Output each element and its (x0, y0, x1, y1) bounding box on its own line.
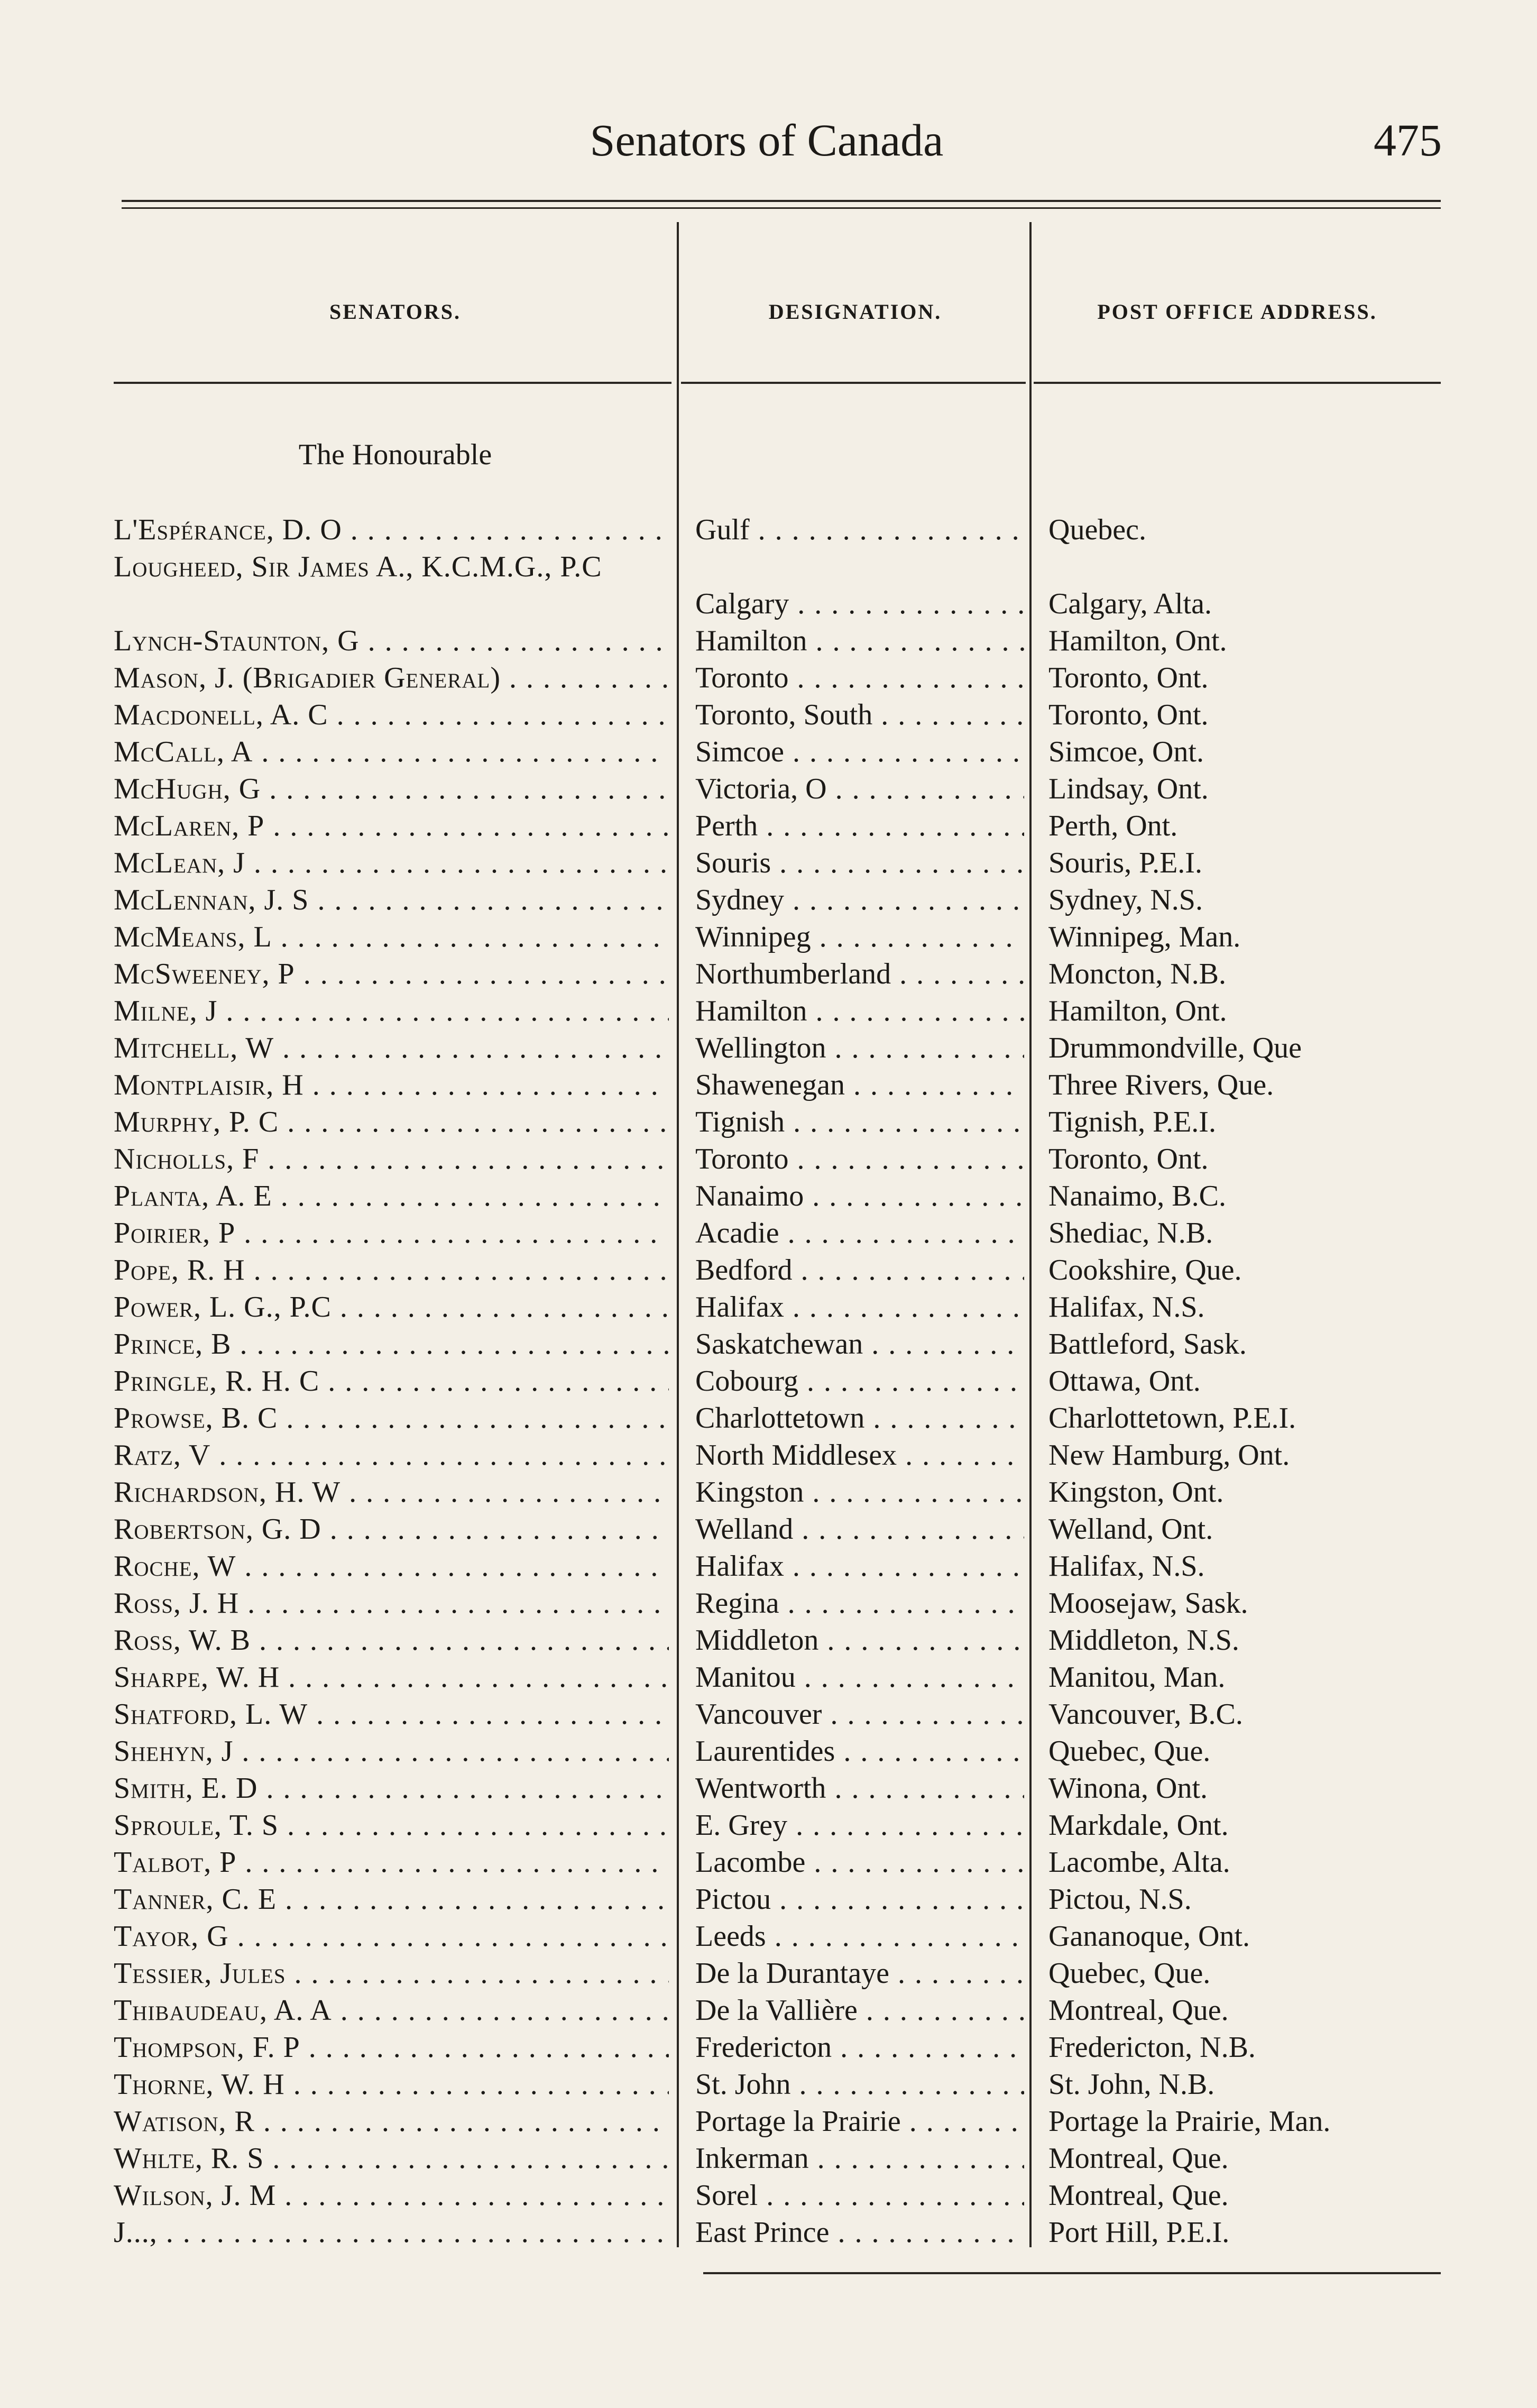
table-row (0, 992, 1537, 1030)
senator-name: Tanner, C. E . . . (114, 1881, 669, 1918)
table-row (0, 1696, 1537, 1733)
post-office-address: Souris, P.E.I. (1048, 847, 1202, 879)
bottom-rule (703, 2272, 1441, 2274)
senator-name: McSweeney, P . . . (114, 955, 669, 992)
table-row (0, 1363, 1537, 1400)
table-row (0, 1585, 1537, 1622)
table-row (0, 1326, 1537, 1363)
designation: Regina . . . (695, 1585, 1024, 1622)
senator-name: Poirier, P . . . (114, 1215, 669, 1252)
table-row (0, 1659, 1537, 1696)
table-row (0, 1955, 1537, 1992)
table-row (0, 733, 1537, 770)
post-office-address: Cookshire, Que. (1048, 1254, 1242, 1286)
senator-name: Lougheed, Sir James A., K.C.M.G., P.C (114, 550, 602, 583)
table-row (0, 1622, 1537, 1659)
senator-name: Mason, J. (Brigadier General) . . . (114, 659, 669, 696)
designation: Vancouver . . . (695, 1696, 1024, 1733)
post-office-address: Middleton, N.S. (1048, 1624, 1239, 1657)
designation: Calgary . . . (695, 585, 1024, 622)
table-row (0, 1881, 1537, 1918)
column-header-designation: DESIGNATION. (768, 300, 942, 324)
post-office-address: Toronto, Ont. (1048, 698, 1209, 731)
designation: Laurentides . . . (695, 1733, 1024, 1770)
post-office-address: Calgary, Alta. (1048, 587, 1212, 620)
post-office-address: Winona, Ont. (1048, 1772, 1208, 1805)
post-office-address: Portage la Prairie, Man. (1048, 2105, 1331, 2138)
designation: Fredericton . . . (695, 2029, 1024, 2066)
designation: Toronto . . . (695, 1141, 1024, 1178)
designation: Saskatchewan . . . (695, 1326, 1024, 1363)
table-row (0, 918, 1537, 955)
post-office-address: Pictou, N.S. (1048, 1883, 1192, 1916)
designation: Manitou . . . (695, 1659, 1024, 1696)
senator-name: Pope, R. H . . . (114, 1252, 669, 1289)
designation: Portage la Prairie . . . (695, 2103, 1024, 2140)
table-row (0, 1178, 1537, 1215)
designation: Perth . . . (695, 807, 1024, 844)
senator-name: Smith, E. D . . . (114, 1770, 669, 1807)
column-header-address: POST OFFICE ADDRESS. (1097, 300, 1377, 324)
senator-name: Talbot, P . . . (114, 1844, 669, 1881)
post-office-address: Fredericton, N.B. (1048, 2031, 1256, 2064)
senator-name: McLennan, J. S . . . (114, 881, 669, 918)
senator-name: McHugh, G . . . (114, 770, 669, 807)
designation: Winnipeg . . . (695, 918, 1024, 955)
designation: St. John . . . (695, 2066, 1024, 2103)
table-row (0, 844, 1537, 881)
senator-name: Macdonell, A. C . . . (114, 696, 669, 733)
senator-name: Whlte, R. S . . . (114, 2140, 669, 2177)
header-rule (1034, 382, 1441, 384)
designation: Charlottetown . . . (695, 1400, 1024, 1437)
table-row (0, 1067, 1537, 1104)
designation: De la Durantaye . . . (695, 1955, 1024, 1992)
senator-name: Milne, J . . . (114, 992, 669, 1030)
post-office-address: Port Hill, P.E.I. (1048, 2216, 1230, 2249)
senator-name: Pringle, R. H. C . . . (114, 1363, 669, 1400)
senator-name: Prince, B . . . (114, 1326, 669, 1363)
post-office-address: Drummondville, Que (1048, 1032, 1302, 1064)
table-row (0, 1918, 1537, 1955)
designation: Hamilton . . . (695, 622, 1024, 659)
senator-name: Sharpe, W. H . . . (114, 1659, 669, 1696)
designation: Toronto, South . . . (695, 696, 1024, 733)
designation: E. Grey . . . (695, 1807, 1024, 1844)
post-office-address: Lindsay, Ont. (1048, 773, 1209, 805)
post-office-address: Ottawa, Ont. (1048, 1365, 1201, 1398)
designation: Cobourg . . . (695, 1363, 1024, 1400)
designation: Halifax . . . (695, 1289, 1024, 1326)
post-office-address: Lacombe, Alta. (1048, 1846, 1230, 1879)
designation: Simcoe . . . (695, 733, 1024, 770)
post-office-address: Simcoe, Ont. (1048, 736, 1204, 768)
table-row (0, 1400, 1537, 1437)
post-office-address: New Hamburg, Ont. (1048, 1439, 1290, 1472)
post-office-address: Gananoque, Ont. (1048, 1920, 1250, 1953)
senator-name: McLaren, P . . . (114, 807, 669, 844)
designation: Lacombe . . . (695, 1844, 1024, 1881)
post-office-address: Perth, Ont. (1048, 810, 1178, 842)
senator-name: Richardson, H. W . . . (114, 1474, 669, 1511)
post-office-address: Nanaimo, B.C. (1048, 1180, 1226, 1212)
honourable-prefix: The Honourable (298, 438, 492, 471)
post-office-address: Toronto, Ont. (1048, 661, 1209, 694)
post-office-address: Kingston, Ont. (1048, 1476, 1224, 1509)
senator-name: Shatford, L. W . . . (114, 1696, 669, 1733)
post-office-address: Quebec, Que. (1048, 1735, 1211, 1768)
designation: Acadie . . . (695, 1215, 1024, 1252)
table-row (0, 1104, 1537, 1141)
senator-name: J..., . . . (114, 2214, 669, 2251)
designation: Welland . . . (695, 1511, 1024, 1548)
post-office-address: Moosejaw, Sask. (1048, 1587, 1248, 1620)
post-office-address: Shediac, N.B. (1048, 1217, 1213, 1249)
post-office-address: Battleford, Sask. (1048, 1328, 1247, 1361)
senator-name: McLean, J . . . (114, 844, 669, 881)
table-row (0, 1474, 1537, 1511)
designation: Wentworth . . . (695, 1770, 1024, 1807)
post-office-address: Montreal, Que. (1048, 1994, 1229, 2027)
senator-name: Watison, R . . . (114, 2103, 669, 2140)
designation: Middleton . . . (695, 1622, 1024, 1659)
table-row (0, 1807, 1537, 1844)
table-row (0, 2214, 1537, 2251)
table-row (0, 955, 1537, 992)
header-rule (114, 382, 671, 384)
designation: Nanaimo . . . (695, 1178, 1024, 1215)
post-office-address: Hamilton, Ont. (1048, 995, 1227, 1027)
running-head: Senators of Canada (590, 115, 944, 166)
designation: Shawenegan . . . (695, 1067, 1024, 1104)
senator-name: Lynch-Staunton, G . . . (114, 622, 669, 659)
post-office-address: Winnipeg, Man. (1048, 921, 1241, 953)
senator-name: Murphy, P. C . . . (114, 1104, 669, 1141)
table-row (0, 881, 1537, 918)
post-office-address: Montreal, Que. (1048, 2179, 1229, 2212)
post-office-address: Manitou, Man. (1048, 1661, 1226, 1694)
designation: Pictou . . . (695, 1881, 1024, 1918)
post-office-address: Halifax, N.S. (1048, 1291, 1205, 1324)
designation: Northumberland . . . (695, 955, 1024, 992)
senator-name: Planta, A. E . . . (114, 1178, 669, 1215)
table-row (0, 1770, 1537, 1807)
header-rule (681, 382, 1026, 384)
post-office-address: Vancouver, B.C. (1048, 1698, 1243, 1731)
post-office-address: Tignish, P.E.I. (1048, 1106, 1216, 1138)
designation: Kingston . . . (695, 1474, 1024, 1511)
designation: Victoria, O . . . (695, 770, 1024, 807)
senator-name: Nicholls, F . . . (114, 1141, 669, 1178)
table-row (0, 1437, 1537, 1474)
designation: Toronto . . . (695, 659, 1024, 696)
senator-name: Sproule, T. S . . . (114, 1807, 669, 1844)
designation: Leeds . . . (695, 1918, 1024, 1955)
senator-table (0, 511, 1537, 2251)
senator-name: Power, L. G., P.C . . . (114, 1289, 669, 1326)
column-header-senators: SENATORS. (329, 300, 461, 324)
table-row (0, 1289, 1537, 1326)
senator-name: Robertson, G. D . . . (114, 1511, 669, 1548)
top-rule-thin (122, 207, 1441, 209)
senator-name: McMeans, L . . . (114, 918, 669, 955)
senator-name: L'Espérance, D. O . . . (114, 511, 669, 548)
table-row (0, 807, 1537, 844)
post-office-address: St. John, N.B. (1048, 2068, 1215, 2101)
table-row (0, 2103, 1537, 2140)
designation: Sorel . . . (695, 2177, 1024, 2214)
senator-name: Thibaudeau, A. A . . . (114, 1992, 669, 2029)
page-number: 475 (1374, 115, 1442, 166)
post-office-address: Welland, Ont. (1048, 1513, 1213, 1546)
senator-name: Tessier, Jules . . . (114, 1955, 669, 1992)
table-row (0, 1548, 1537, 1585)
senator-name: Thompson, F. P . . . (114, 2029, 669, 2066)
designation: East Prince . . . (695, 2214, 1024, 2251)
table-row (0, 1733, 1537, 1770)
senator-name: Ratz, V . . . (114, 1437, 669, 1474)
post-office-address: Quebec, Que. (1048, 1957, 1211, 1990)
table-row (0, 1992, 1537, 2029)
table-row (0, 1844, 1537, 1881)
table-row (0, 622, 1537, 659)
designation: Tignish . . . (695, 1104, 1024, 1141)
senator-name: Tayor, G . . . (114, 1918, 669, 1955)
designation: Bedford . . . (695, 1252, 1024, 1289)
senator-name: Ross, W. B . . . (114, 1622, 669, 1659)
post-office-address: Three Rivers, Que. (1048, 1069, 1274, 1101)
post-office-address: Toronto, Ont. (1048, 1143, 1209, 1175)
senator-name: Shehyn, J . . . (114, 1733, 669, 1770)
designation: De la Vallière . . . (695, 1992, 1024, 2029)
table-row (0, 1252, 1537, 1289)
table-row (0, 548, 1537, 622)
senator-name: Thorne, W. H . . . (114, 2066, 669, 2103)
table-row (0, 2029, 1537, 2066)
post-office-address: Moncton, N.B. (1048, 958, 1226, 990)
designation: North Middlesex . . . (695, 1437, 1024, 1474)
senator-name: Montplaisir, H . . . (114, 1067, 669, 1104)
senator-name: Prowse, B. C . . . (114, 1400, 669, 1437)
top-rule (122, 200, 1441, 202)
table-row (0, 1030, 1537, 1067)
senator-name: McCall, A . . . (114, 733, 669, 770)
post-office-address: Quebec. (1048, 513, 1147, 546)
table-row (0, 511, 1537, 548)
designation: Inkerman . . . (695, 2140, 1024, 2177)
table-row (0, 1215, 1537, 1252)
designation: Halifax . . . (695, 1548, 1024, 1585)
senator-name: Roche, W . . . (114, 1548, 669, 1585)
designation: Sydney . . . (695, 881, 1024, 918)
table-row (0, 2177, 1537, 2214)
post-office-address: Sydney, N.S. (1048, 884, 1203, 916)
table-row (0, 1511, 1537, 1548)
table-row (0, 770, 1537, 807)
senator-name: Wilson, J. M . . . (114, 2177, 669, 2214)
table-row (0, 2066, 1537, 2103)
post-office-address: Halifax, N.S. (1048, 1550, 1205, 1583)
table-row (0, 696, 1537, 733)
table-row (0, 659, 1537, 696)
designation: Wellington . . . (695, 1030, 1024, 1067)
senator-name: Mitchell, W . . . (114, 1030, 669, 1067)
designation: Souris . . . (695, 844, 1024, 881)
table-row (0, 1141, 1537, 1178)
table-row (0, 2140, 1537, 2177)
designation: Gulf . . . (695, 511, 1024, 548)
post-office-address: Hamilton, Ont. (1048, 624, 1227, 657)
post-office-address: Montreal, Que. (1048, 2142, 1229, 2175)
designation: Hamilton . . . (695, 992, 1024, 1030)
post-office-address: Markdale, Ont. (1048, 1809, 1229, 1842)
post-office-address: Charlottetown, P.E.I. (1048, 1402, 1296, 1435)
senator-name: Ross, J. H . . . (114, 1585, 669, 1622)
